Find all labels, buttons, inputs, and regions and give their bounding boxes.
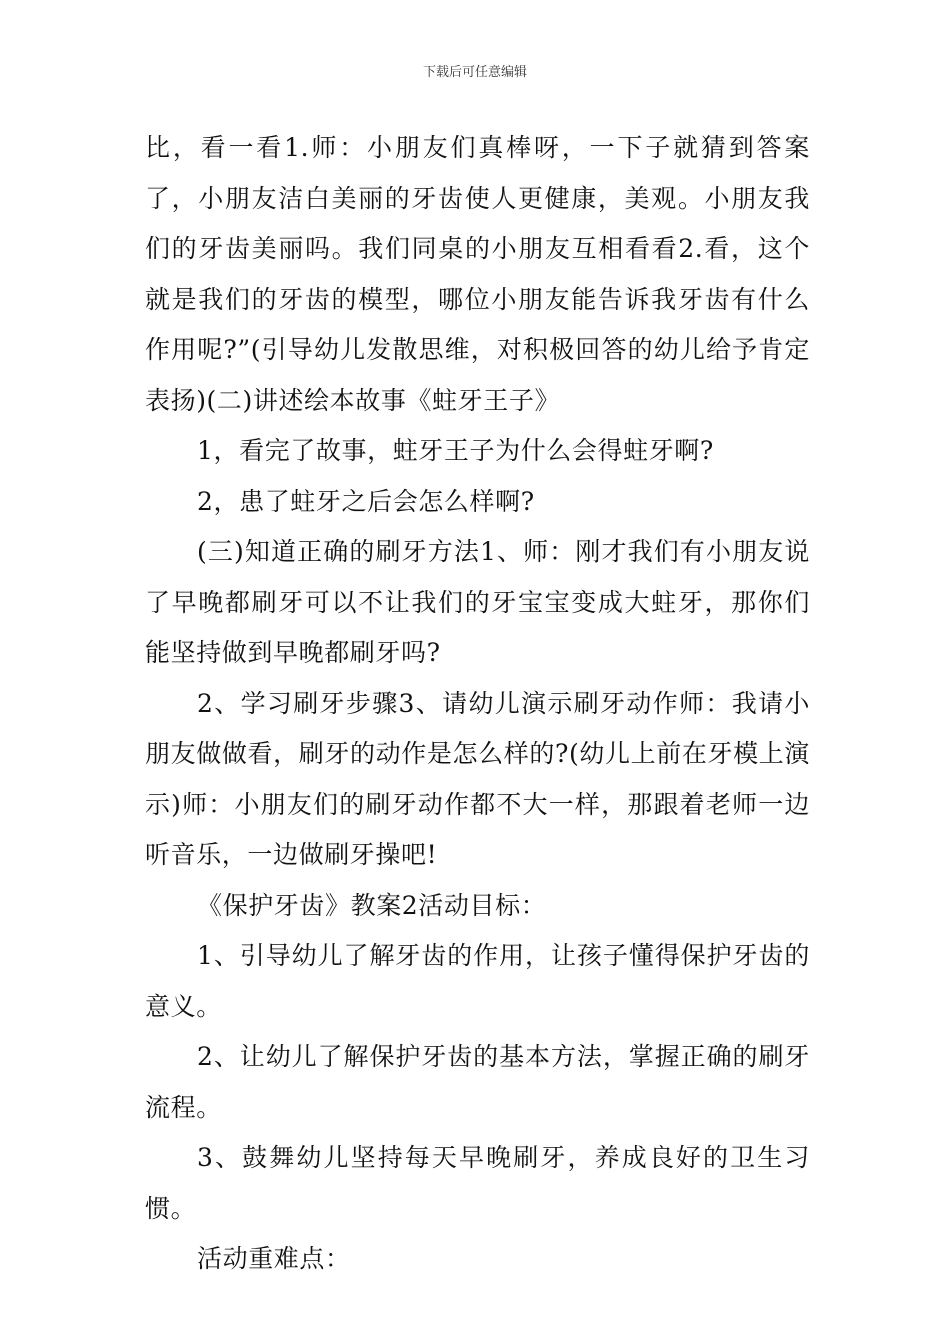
paragraph-question-2: 2，患了蛀牙之后会怎么样啊? (197, 486, 535, 516)
paragraph-continuation: 比，看一看1.师：小朋友们真棒呀，一下子就猜到答案了，小朋友洁白美丽的牙齿使人更健康，美观。小朋友我们的牙齿美丽吗。我们同桌的小朋友互相看看2.看，这个就是我们的牙齿的模型，哪位小朋友能告诉我牙齿有什么作用呢?”(引导幼儿发散思维，对积极回答的幼儿给予肯定表扬)(二)讲述绘本故事《蛀牙王子》 (145, 133, 810, 415)
paragraph-brushing-method: (三)知道正确的刷牙方法1、师：刚才我们有小朋友说了早晚都刷牙可以不让我们的牙宝宝变成大蛀牙，那你们能坚持做到早晚都刷牙吗? (145, 537, 810, 667)
paragraph-key-points-heading: 活动重难点： (197, 1244, 351, 1273)
page-header: 下载后可任意编辑 (422, 65, 527, 80)
paragraph-question-1: 1，看完了故事，蛀牙王子为什么会得蛀牙啊? (197, 436, 714, 465)
paragraph-goal-1: 1、引导幼儿了解牙齿的作用，让孩子懂得保护牙齿的意义。 (145, 941, 810, 1021)
paragraph-goal-2: 2、让幼儿了解保护牙齿的基本方法，掌握正确的刷牙流程。 (145, 1042, 810, 1122)
document-body (145, 123, 810, 1285)
paragraph-goal-3: 3、鼓舞幼儿坚持每天早晚刷牙，养成良好的卫生习惯。 (145, 1143, 810, 1223)
paragraph-brushing-steps: 2、学习刷牙步骤3、请幼儿演示刷牙动作师：我请小朋友做做看，刷牙的动作是怎么样的?(幼儿上前在牙模上演示)师：小朋友们的刷牙动作都不大一样，那跟着老师一边听音乐，一边做刷牙操吧! (145, 688, 810, 869)
paragraph-lesson2-goals-heading: 《保护牙齿》教案2活动目标： (197, 890, 547, 920)
